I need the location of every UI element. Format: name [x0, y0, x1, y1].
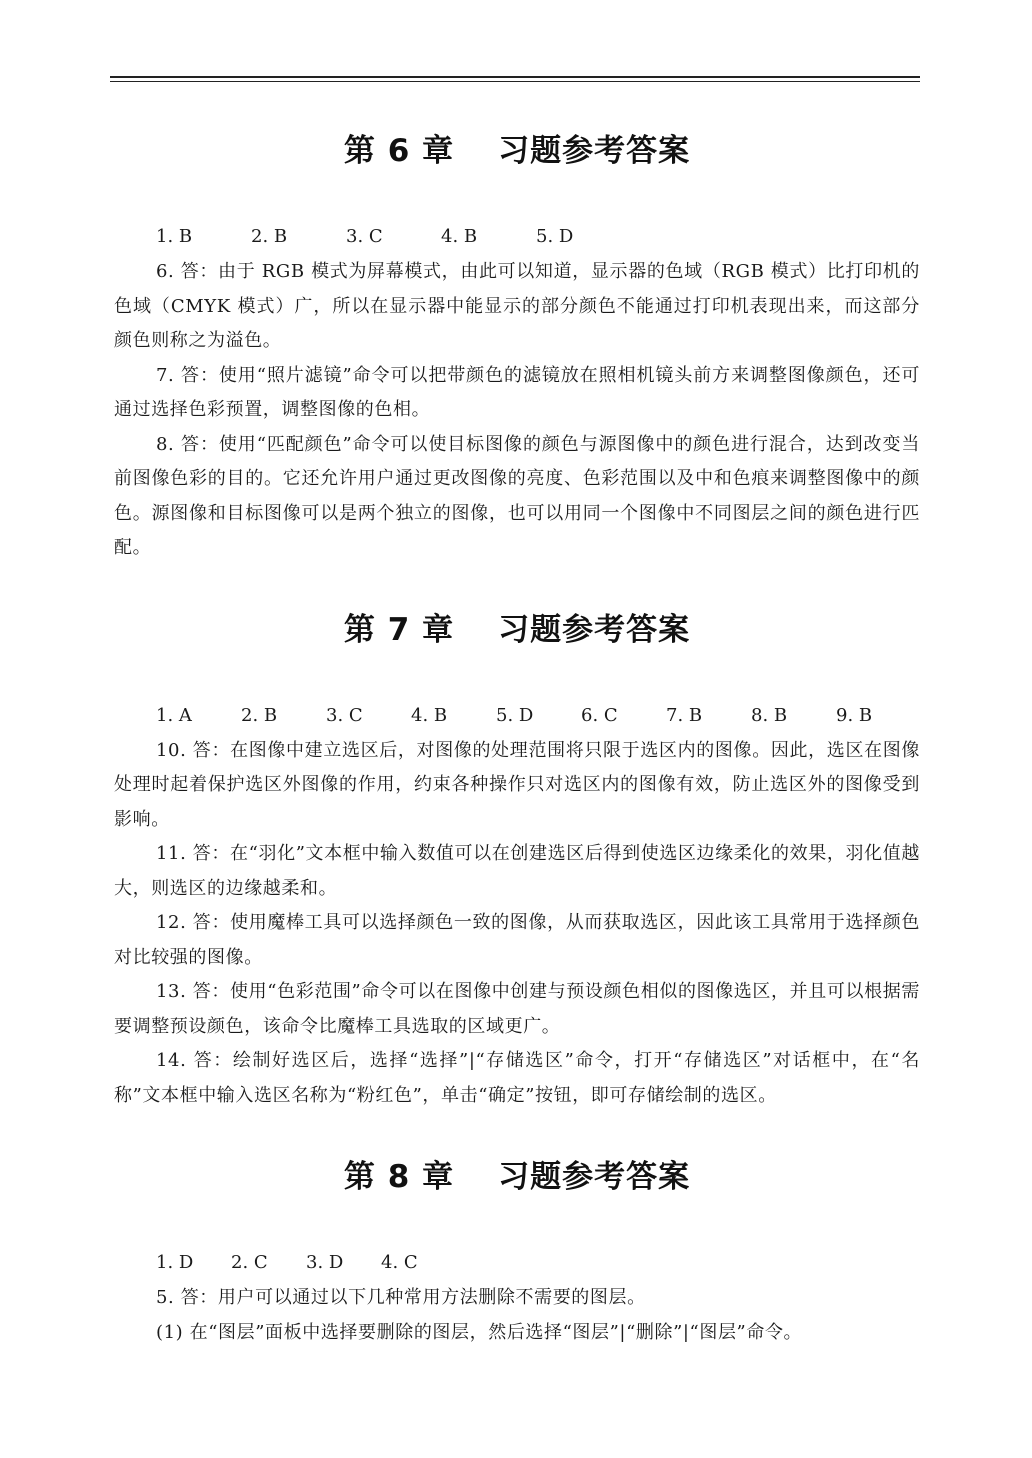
- chapter-6-heading: 习题参考答案: [498, 133, 691, 169]
- answer-item: 3. C: [326, 704, 363, 726]
- answer-item: 2. B: [251, 226, 288, 247]
- answer-paragraph: (1) 在“图层”面板中选择要删除的图层，然后选择“图层”|“删除”|“图层”命令。: [156, 1321, 803, 1343]
- page-content: [114, 125, 920, 1350]
- answer-item: 6. C: [581, 704, 618, 726]
- answer-item: 5. D: [496, 704, 534, 726]
- chapter-6-choice-answers: [156, 219, 920, 255]
- chapter-8-heading: 习题参考答案: [498, 1159, 691, 1195]
- chapter-7-choice-answers: [156, 698, 920, 734]
- answer-item: 3. C: [346, 226, 383, 247]
- answer-item: 4. C: [381, 1252, 418, 1273]
- chapter-6-title: [114, 125, 920, 177]
- chapter-7-title: [114, 604, 920, 656]
- answer-item: 1. B: [156, 226, 193, 247]
- answer-paragraph: 5. 答：用户可以通过以下几种常用方法删除不需要的图层。: [156, 1287, 646, 1308]
- header-double-rule: [110, 76, 920, 82]
- chapter-8-title: [114, 1151, 920, 1203]
- chapter-7-heading: 习题参考答案: [498, 611, 691, 648]
- answer-item: 5. D: [536, 226, 574, 247]
- answer-paragraph: 10. 答：在图像中建立选区后，对图像的处理范围将只限于选区内的图像。因此，选区在图像处理时起着保护选区外图像的作用，约束各种操作只对选区内的图像有效，防止选区外的图像受到影响。: [114, 739, 920, 830]
- answer-paragraph: 13. 答：使用“色彩范围”命令可以在图像中创建与预设颜色相似的图像选区，并且可以根据需要调整预设颜色，该命令比魔棒工具选取的区域更广。: [114, 981, 920, 1037]
- answer-paragraph: 11. 答：在“羽化”文本框中输入数值可以在创建选区后得到使选区边缘柔化的效果，羽化值越大，则选区的边缘越柔和。: [114, 843, 920, 899]
- answer-paragraph: 8. 答：使用“匹配颜色”命令可以使目标图像的颜色与源图像中的颜色进行混合，达到改变当前图像色彩的目的。它还允许用户通过更改图像的亮度、色彩范围以及中和色痕来调整图像中的颜色。源图像和目标图像可以是两个独立的图像，也可以用同一个图像中不同图层之间的颜色进行匹配。: [114, 433, 920, 558]
- chapter-8-number: 第 8 章: [343, 1159, 455, 1195]
- answer-item: 1. A: [156, 704, 192, 726]
- chapter-6-section: [114, 125, 920, 566]
- answer-item: 2. B: [241, 704, 278, 726]
- answer-item: 2. C: [231, 1252, 268, 1273]
- chapter-7-number: 第 7 章: [343, 611, 455, 648]
- answer-paragraph: 6. 答：由于 RGB 模式为屏幕模式，由此可以知道，显示器的色域（RGB 模式）比打印机的色域（CMYK 模式）广，所以在显示器中能显示的部分颜色不能通过打印机表现出来，而这部分颜色则称之为溢色。: [114, 261, 920, 351]
- answer-item: 3. D: [306, 1252, 344, 1273]
- chapter-8-section: [114, 1151, 920, 1350]
- chapter-6-number: 第 6 章: [343, 133, 455, 169]
- chapter-7-section: [114, 604, 920, 1114]
- answer-paragraph: 12. 答：使用魔棒工具可以选择颜色一致的图像，从而获取选区，因此该工具常用于选择颜色对比较强的图像。: [114, 912, 920, 968]
- answer-item: 4. B: [411, 704, 448, 726]
- answer-item: 7. B: [666, 704, 703, 726]
- answer-item: 4. B: [441, 226, 478, 247]
- answer-item: 9. B: [836, 704, 873, 726]
- answer-item: 1. D: [156, 1252, 194, 1273]
- answer-paragraph: 14. 答：绘制好选区后，选择“选择”|“存储选区”命令，打开“存储选区”对话框中，在“名称”文本框中输入选区名称为“粉红色”，单击“确定”按钮，即可存储绘制的选区。: [114, 1050, 920, 1106]
- chapter-8-choice-answers: [156, 1245, 920, 1281]
- answer-item: 8. B: [751, 704, 788, 726]
- answer-paragraph: 7. 答：使用“照片滤镜”命令可以把带颜色的滤镜放在照相机镜头前方来调整图像颜色，还可通过选择色彩预置，调整图像的色相。: [114, 364, 920, 420]
